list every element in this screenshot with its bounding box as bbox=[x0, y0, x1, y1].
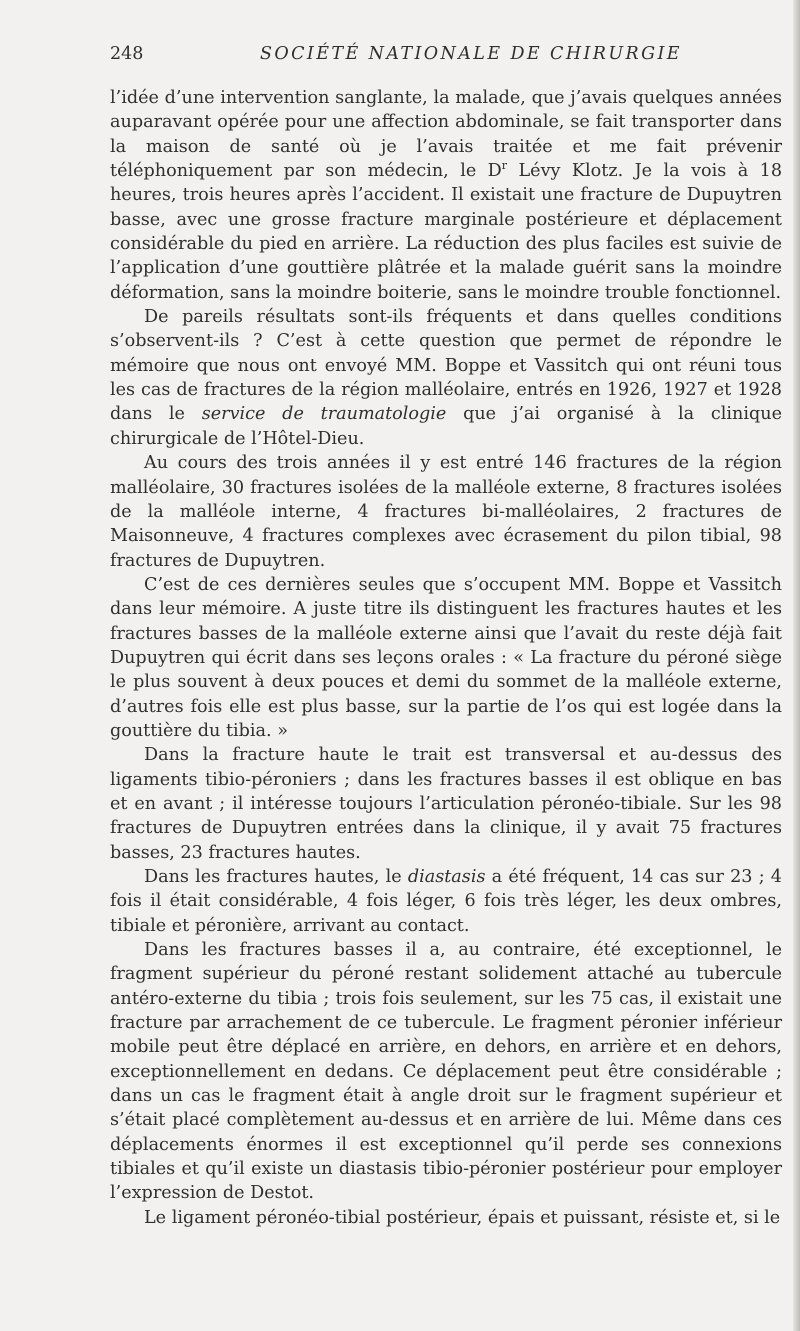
paragraph-6-emphasis: diastasis bbox=[407, 867, 486, 887]
page-edge-shadow bbox=[793, 0, 800, 1331]
paragraph-1 bbox=[110, 86, 782, 305]
paragraph-7: Dans les fractures basses il a, au contraire, été exceptionnel, le fragment supérieur du péroné restant solidement attaché au tubercule antéro-externe du tibia ; trois fois seulement, sur les 75 cas, il existait une fracture par arrachement de ce tubercule. Le fragment péronier inférieur mobile peut être déplacé en arrière, en dehors, en arrière et en dehors, exceptionnellement en dedans. Ce déplacement peut être considérable ; dans un cas le fragment était à angle droit sur le fragment supérieur et s’était placé complètement au-dessus et en arrière de lui. Même dans ces déplacements énormes il est exceptionnel qu’il perde ses connexions tibiales et qu’il existe un diastasis tibio-péronier postérieur pour employer l’expression de Destot. bbox=[110, 940, 782, 1204]
paragraph-8: Le ligament péronéo-tibial postérieur, épais et puissant, résiste et, si le bbox=[144, 1207, 781, 1228]
body-text bbox=[110, 86, 782, 1230]
running-title: SOCIÉTÉ NATIONALE DE CHIRURGIE bbox=[260, 44, 682, 64]
paragraph-4: C’est de ces dernières seules que s’occupent MM. Boppe et Vassitch dans leur mémoire. A juste titre ils distinguent les fractures hautes et les fractures basses de la malléole externe ainsi que l’avait du reste déjà fait Dupuytren qui écrit dans ses leçons orales : « La fracture du péroné siège le plus souvent à deux pouces et demi du sommet de la malléole externe, d’autres fois elle est plus basse, sur la partie de l’os qui est logée dans la gouttière du tibia. » bbox=[110, 574, 782, 741]
paragraph-2 bbox=[110, 305, 782, 451]
paragraph-1-text-a: l’idée d’une intervention sanglante, la malade, que j’avais quelques années auparavant opérée pour une affection abdominale, se fait transporter dans la maison de santé où je l’avais traitée et me fait prévenir téléphoniquement par son médecin, le D bbox=[110, 88, 782, 182]
paragraph-6-text-b: a été fréquent, 14 cas sur 23 ; 4 fois il était considérable, 4 fois léger, 6 fois très léger, les deux ombres, tibiale et péronière, arrivant au contact. bbox=[110, 867, 783, 936]
paragraph-2-text-a: De pareils résultats sont-ils fréquents et dans quelles conditions s’observent-ils ? C’est à cette question que permet de répondre le mémoire que nous ont envoyé MM. Boppe et Vassitch qui ont réuni tous les cas de fractures de la région malléolaire, entrés en 1926, 1927 et 1928 dans le bbox=[110, 307, 782, 425]
paragraph-6-text-a: Dans les fractures hautes, le bbox=[144, 867, 408, 887]
paragraph-6 bbox=[110, 865, 782, 938]
paragraph-2-emphasis: service de traumatologie bbox=[201, 404, 447, 425]
paragraph-2-text-b: que j’ai organisé à la clinique chirurgicale de l’Hôtel-Dieu. bbox=[110, 404, 782, 449]
paragraph-3: Au cours des trois années il y est entré 146 fractures de la région malléolaire, 30 fractures isolées de la malléole externe, 8 fractures isolées de la malléole interne, 4 fractures bi-malléolaires, 2 fractures de Maisonneuve, 4 fractures complexes avec écrasement du pilon tibial, 98 fractures de Dupuytren. bbox=[110, 453, 782, 571]
doctor-abbreviation-superscript: r bbox=[501, 159, 508, 173]
running-header bbox=[110, 44, 782, 68]
page-number: 248 bbox=[110, 44, 144, 64]
paragraph-5: Dans la fracture haute le trait est transversal et au-dessus des ligaments tibio-péroniers ; dans les fractures basses il est oblique en bas et en avant ; il intéresse toujours l’articulation péronéo-tibiale. Sur les 98 fractures de Dupuytren entrées dans la clinique, il y avait 75 fractures basses, 23 fractures hautes. bbox=[110, 745, 782, 863]
paragraph-1-text-b: Lévy Klotz. Je la vois à 18 heures, trois heures après l’accident. Il existait une fracture de Dupuytren basse, avec une grosse fracture marginale postérieure et déplacement considérable du pied en arrière. La réduction des plus faciles est suivie de l’application d’une gouttière plâtrée et la malade guérit sans la moindre déformation, sans la moindre boiterie, sans le moindre trouble fonctionnel. bbox=[110, 161, 783, 303]
